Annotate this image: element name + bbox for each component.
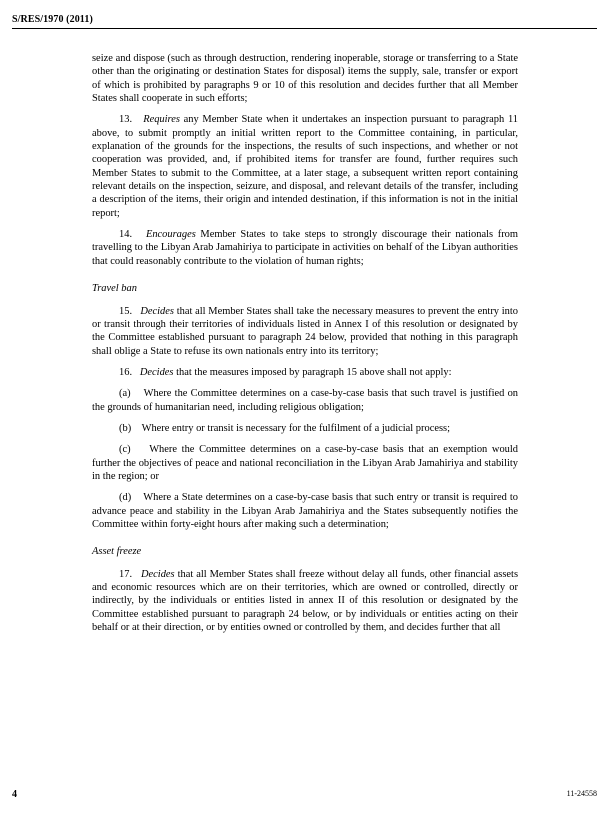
- operative-verb: Decides: [141, 568, 175, 580]
- subparagraph-label: (b): [119, 422, 132, 434]
- subparagraph-text: Where a State determines on a case-by-case basis that such entry or transit is required to advance peace and stability in the Libyan Arab Jamahiriya and the States subsequently notifies the Committee within forty-eight hours after making such a determination;: [92, 492, 518, 530]
- page-number: 4: [12, 789, 17, 800]
- operative-verb: Decides: [139, 366, 174, 378]
- subparagraph-text: Where entry or transit is necessary for the fulfilment of a judicial process;: [141, 422, 450, 434]
- section-heading-asset-freeze: Asset freeze: [92, 546, 142, 558]
- document-code: 11-24558: [566, 789, 597, 798]
- operative-verb: Decides: [140, 305, 174, 317]
- paragraph-number: 13.: [119, 114, 133, 126]
- subparagraph-b: [92, 422, 518, 435]
- paragraph-text: that all Member States shall freeze without delay all funds, other financial assets and economic resources which are on their territories, which are owned or controlled, directly or indirectly, by the individuals or entities listed in annex II of this resolution or designated by the Committee established pursuant to paragraph 24 below, or by individuals or entities acting on their behalf or at their direction, or by entities owned or controlled by them, and decides further that all: [92, 568, 519, 634]
- header-rule: [12, 28, 597, 29]
- operative-verb: Requires: [143, 114, 180, 126]
- subparagraph-label: (c): [119, 444, 131, 456]
- subparagraph-label: (d): [119, 492, 132, 504]
- paragraph-13: [92, 113, 518, 220]
- paragraph-14: [92, 228, 518, 268]
- paragraph-number: 17.: [119, 568, 133, 580]
- paragraph-text: Member States to take steps to strongly discourage their nationals from travelling to the Libyan Arab Jamahiriya to participate in activities on behalf of the Libyan authorities that could reasonably contribute to the violation of human rights;: [92, 229, 519, 267]
- document-symbol: S/RES/1970 (2011): [12, 14, 93, 25]
- paragraph-number: 15.: [119, 305, 133, 317]
- document-body: [92, 52, 518, 634]
- paragraph-continuation: seize and dispose (such as through destruction, rendering inoperable, storage or transferring to a State other than the originating or destination States for disposal) items the supply, sale, transfer or export of which is prohibited by paragraphs 9 or 10 of this resolution and decides further that all Member States shall cooperate in such efforts;: [92, 53, 518, 105]
- operative-verb: Encourages: [145, 229, 196, 241]
- paragraph-text: any Member State when it undertakes an inspection pursuant to paragraph 11 above, to submit promptly an initial written report to the Committee containing, in particular, explanation of the grounds for the inspections, the results of such inspections, and whether or not cooperation was provided, and, if prohibited items for transfer are found, further requires such Member States to submit to the Committee, at a later stage, a subsequent written report containing relevant details on the inspection, seizure, and disposal, and relevant details of the transfer, including a description of the items, their origin and intended destination, if this information is not in the initial report;: [92, 114, 519, 219]
- paragraph-text: that the measures imposed by paragraph 15 above shall not apply:: [173, 366, 452, 378]
- subparagraph-c: [92, 443, 518, 483]
- subparagraph-label: (a): [119, 388, 131, 400]
- section-heading-travel-ban: Travel ban: [92, 283, 137, 295]
- subparagraph-text: Where the Committee determines on a case-by-case basis that such travel is justified on the grounds of humanitarian need, including religious obligation;: [92, 388, 519, 413]
- paragraph-16: [92, 366, 518, 379]
- paragraph-text: that all Member States shall take the necessary measures to prevent the entry into or transit through their territories of individuals listed in Annex I of this resolution or designated by the Committee established pursuant to paragraph 24 below, provided that nothing in this paragraph shall oblige a State to refuse its own nationals entry into its territory;: [92, 305, 519, 357]
- subparagraph-a: [92, 387, 518, 414]
- subparagraph-d: [92, 491, 518, 531]
- subparagraph-text: Where the Committee determines on a case-by-case basis that an exemption would further the objectives of peace and national reconciliation in the Libyan Arab Jamahiriya and stability in the region; or: [92, 444, 518, 482]
- paragraph-15: [92, 305, 518, 358]
- paragraph-number: 16.: [119, 366, 133, 378]
- page-header: [12, 14, 597, 25]
- paragraph-17: [92, 568, 518, 635]
- paragraph-number: 14.: [119, 229, 133, 241]
